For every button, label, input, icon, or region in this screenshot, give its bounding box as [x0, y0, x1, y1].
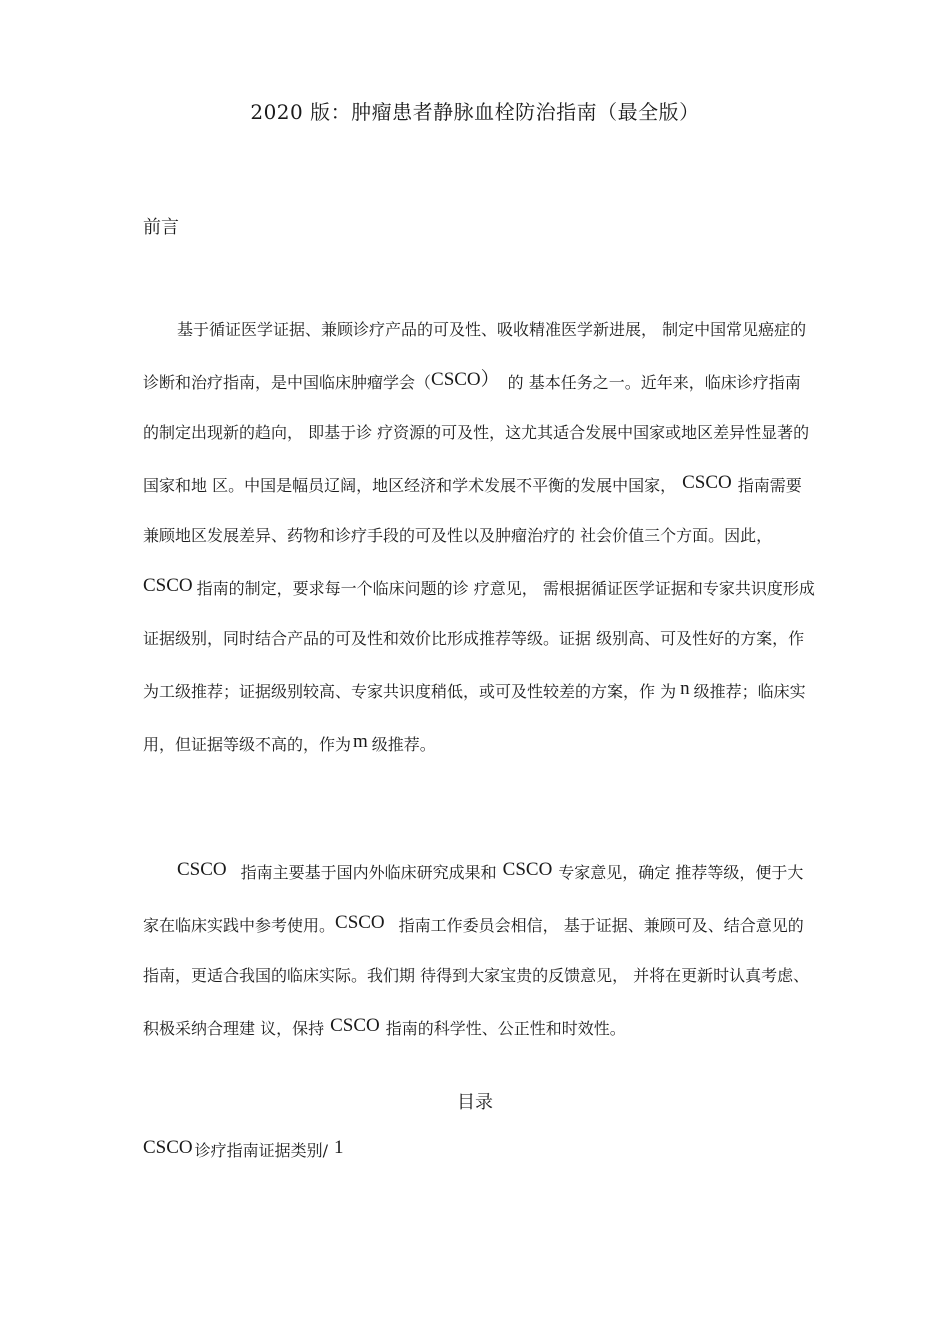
- csco-term: CSCO: [682, 472, 732, 493]
- paragraph-text: 指南主要基于国内外临床研究成果和: [240, 863, 497, 882]
- toc-item-prefix: CSCO: [143, 1137, 193, 1158]
- document-title: 2020 版：肿瘤患者静脉血栓防治指南（最全版）: [250, 100, 700, 124]
- paragraph-text: 级推荐。: [371, 735, 436, 754]
- toc-item-page: 1: [334, 1137, 344, 1158]
- csco-term: CSCO: [143, 575, 193, 596]
- csco-term: CSCO: [177, 859, 227, 880]
- csco-term: CSCO: [335, 912, 385, 933]
- csco-term: CSCO: [330, 1015, 380, 1036]
- paragraph-text: 指南需要兼顾地区发展差异、药物和诊疗手段的可及性以及肿瘤治疗的 社会价值三个方面。因此，: [143, 476, 802, 545]
- paragraph-text: 专家意见，确定 推荐等级，便于大家在临床实践中参考使用。: [143, 863, 804, 935]
- preface-heading: 前言: [143, 217, 179, 238]
- paragraph-text: 指南的制定，要求每一个临床问题的诊 疗意见， 需根据循证医学证据和专家共识度形成证据级别，同时结合产品的可及性和效价比形成推荐等级。证据 级别高、可及性好的方案，作 为工级推荐；证据级别较高、专家共识度稍低，或可及性较差的方案，作 为: [143, 579, 815, 701]
- paragraph-text: 指南工作委员会相信， 基于证据、兼顾可及、结合意见的指南，更适合我国的临床实际。我们期 待得到大家宝贵的反馈意见， 并将在更新时认真考虑、积极采纳合理建 议，保持: [143, 916, 810, 1038]
- paragraph-text: 级推荐；临床实用，但证据等级不高的，作为: [143, 682, 806, 754]
- preface-paragraph-1: [143, 305, 815, 770]
- paragraph-text: 的 基本任务之一。近年来，临床诊疗指南的制定出现新的趋向， 即基于诊 疗资源的可及性，这尤其适合发展中国家或地区差异性显著的国家和地 区。中国是幅员辽阔，地区经济和学术发展不平衡的发展中国家，: [143, 373, 810, 495]
- preface-paragraph-2: [143, 845, 815, 1054]
- level-two-marker: n: [680, 678, 690, 699]
- paragraph-text: 指南的科学性、公正性和时效性。: [385, 1019, 626, 1038]
- csco-term: CSCO）: [431, 369, 500, 390]
- csco-term: CSCO: [502, 859, 553, 880]
- toc-item[interactable]: [143, 1137, 344, 1161]
- toc-heading: 目录: [457, 1092, 493, 1113]
- paragraph-text: 基于循证医学证据、兼顾诊疗产品的可及性、吸收精准医学新进展， 制定中国常见癌症的诊断和治疗指南，是中国临床肿瘤学会（: [143, 320, 807, 392]
- toc-item-label: 诊疗指南证据类别/: [194, 1141, 329, 1160]
- level-three-marker: m: [353, 731, 368, 752]
